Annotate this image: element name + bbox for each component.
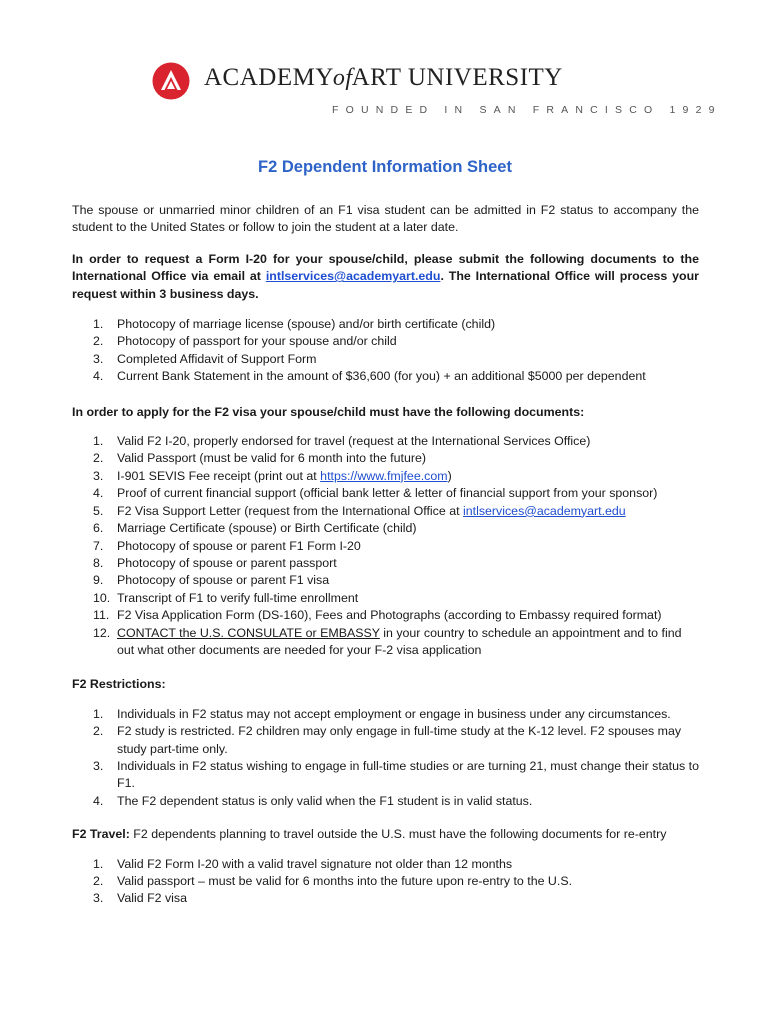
document-body [72, 202, 699, 908]
list-item-text: Photocopy of spouse or parent F1 visa [117, 573, 330, 588]
request-text-part2: . The International Office will process your request within 3 business days. [72, 269, 700, 301]
list-item-text: Proof of current financial support (official bank letter & letter of financial support from your sponsor) [117, 486, 658, 501]
list-number: 2. [93, 724, 104, 739]
list-item-text: Valid Passport (must be valid for 6 month into the future) [117, 451, 426, 466]
list-item-text: Completed Affidavit of Support Form [117, 351, 317, 366]
list-item [72, 706, 699, 723]
list-number: 11. [93, 608, 110, 623]
list-number: 3. [93, 891, 104, 906]
brand-academy: ACADEMY [204, 64, 334, 91]
list-item [72, 856, 699, 873]
request-text-part1: In order to request a Form I-20 for your spouse/child, please submit the following documents to the International Office via email at [72, 251, 699, 284]
list-number: 10. [93, 590, 111, 605]
list-item-text: Photocopy of spouse or parent F1 Form I-20 [117, 538, 361, 553]
travel-paragraph [72, 826, 699, 843]
list-item-text: Individuals in F2 status may not accept employment or engage in business under any circumstances. [117, 706, 671, 721]
list-number: 1. [93, 317, 104, 332]
request-paragraph [72, 251, 699, 303]
list-item-text: Valid F2 visa [117, 891, 188, 906]
list-item-text: I-901 SEVIS Fee receipt (print out at [117, 468, 321, 483]
travel-documents-list [72, 856, 699, 908]
fmjfee-link[interactable]: https://www.fmjfee.com [320, 468, 448, 483]
list-item [72, 503, 699, 520]
list-number: 12. [93, 625, 111, 640]
list-item [72, 590, 699, 607]
list-item [72, 468, 699, 485]
list-item [72, 538, 699, 555]
list-item [72, 625, 699, 660]
list-item-text: Current Bank Statement in the amount of $36,600 (for you) + an additional $5000 per dependent [117, 369, 646, 384]
list-number: 4. [93, 486, 104, 501]
list-number: 3. [93, 351, 104, 366]
list-item-text: F2 study is restricted. F2 children may only engage in full-time study at the K-12 level. F2 spouses may study part-time only. [117, 724, 682, 756]
visa-documents-list [72, 433, 699, 659]
list-item [72, 555, 699, 572]
intro-paragraph: The spouse or unmarried minor children of an F1 visa student can be admitted in F2 status to accompany the student to the United States or follow to join the student at a later date. [72, 203, 699, 235]
list-item [72, 433, 699, 450]
page-title: F2 Dependent Information Sheet [258, 158, 512, 176]
list-item [72, 607, 699, 624]
list-number: 2. [93, 451, 104, 466]
list-item-text: Photocopy of passport for your spouse and/or child [117, 334, 397, 349]
list-number: 6. [93, 521, 104, 536]
list-item [72, 758, 699, 793]
list-item [72, 351, 699, 368]
travel-text: F2 dependents planning to travel outside the U.S. must have the following documents for re-entry [129, 827, 667, 842]
brand-art-university: ART UNIVERSITY [351, 64, 563, 91]
list-number: 1. [93, 706, 104, 721]
list-item [72, 572, 699, 589]
list-item [72, 450, 699, 467]
brand-name [204, 64, 563, 92]
list-item-text: The F2 dependent status is only valid when the F1 student is in valid status. [117, 793, 533, 808]
list-number: 2. [93, 334, 104, 349]
founded-tagline: FOUNDED IN SAN FRANCISCO 1929 [332, 104, 722, 116]
list-item [72, 723, 699, 758]
list-item [72, 890, 699, 907]
restrictions-list [72, 706, 699, 810]
list-number: 4. [93, 369, 104, 384]
visa-heading: In order to apply for the F2 visa your spouse/child must have the following documents: [72, 404, 585, 419]
list-number: 5. [93, 503, 104, 518]
list-item [72, 793, 699, 810]
list-item [72, 368, 699, 385]
brand-of: of [332, 65, 353, 91]
list-number: 4. [93, 793, 104, 808]
list-item-text: Valid F2 I-20, properly endorsed for travel (request at the International Services Office) [117, 434, 591, 449]
list-item-text: Transcript of F1 to verify full-time enrollment [117, 590, 359, 605]
list-number: 2. [93, 874, 104, 888]
list-item-text: Valid passport – must be valid for 6 months into the future upon re-entry to the U.S. [117, 874, 573, 888]
list-number: 3. [93, 468, 104, 483]
academy-logo-icon [152, 62, 190, 100]
list-item-text: Marriage Certificate (spouse) or Birth Certificate (child) [117, 521, 417, 536]
request-documents-list [72, 316, 699, 386]
list-item [72, 316, 699, 333]
list-item-text: F2 Visa Application Form (DS-160), Fees and Photographs (according to Embassy required format) [117, 608, 662, 623]
restrictions-heading: F2 Restrictions: [72, 677, 166, 692]
list-item-text: F2 Visa Support Letter (request from the International Office at [117, 503, 463, 518]
list-number: 1. [93, 434, 104, 449]
list-item-text: Photocopy of spouse or parent passport [117, 555, 337, 570]
list-number: 1. [93, 856, 104, 871]
list-number: 9. [93, 573, 104, 588]
travel-label: F2 Travel: [72, 827, 130, 842]
university-logo [152, 62, 722, 122]
list-item-text: Individuals in F2 status wishing to engage in full-time studies or are turning 21, must change their status to F1. [117, 758, 699, 791]
consulate-contact-link[interactable]: CONTACT the U.S. CONSULATE or EMBASSY [117, 625, 380, 640]
list-number: 7. [93, 538, 104, 553]
list-item-text-after: ) [447, 468, 452, 483]
support-email-link[interactable]: intlservices@academyart.edu [462, 503, 626, 518]
list-item-text: Photocopy of marriage license (spouse) and/or birth certificate (child) [117, 317, 496, 332]
list-number: 8. [93, 555, 104, 570]
request-email-link[interactable]: intlservices@academyart.edu [265, 269, 441, 284]
list-item [72, 485, 699, 502]
list-item-text: in your country to schedule an appointment and to find out what other documents are needed for your F-2 visa application [117, 625, 682, 657]
list-number: 3. [93, 758, 104, 773]
list-item [72, 873, 699, 890]
list-item-text: Valid F2 Form I-20 with a valid travel signature not older than 12 months [117, 856, 513, 871]
list-item [72, 520, 699, 537]
list-item [72, 333, 699, 350]
